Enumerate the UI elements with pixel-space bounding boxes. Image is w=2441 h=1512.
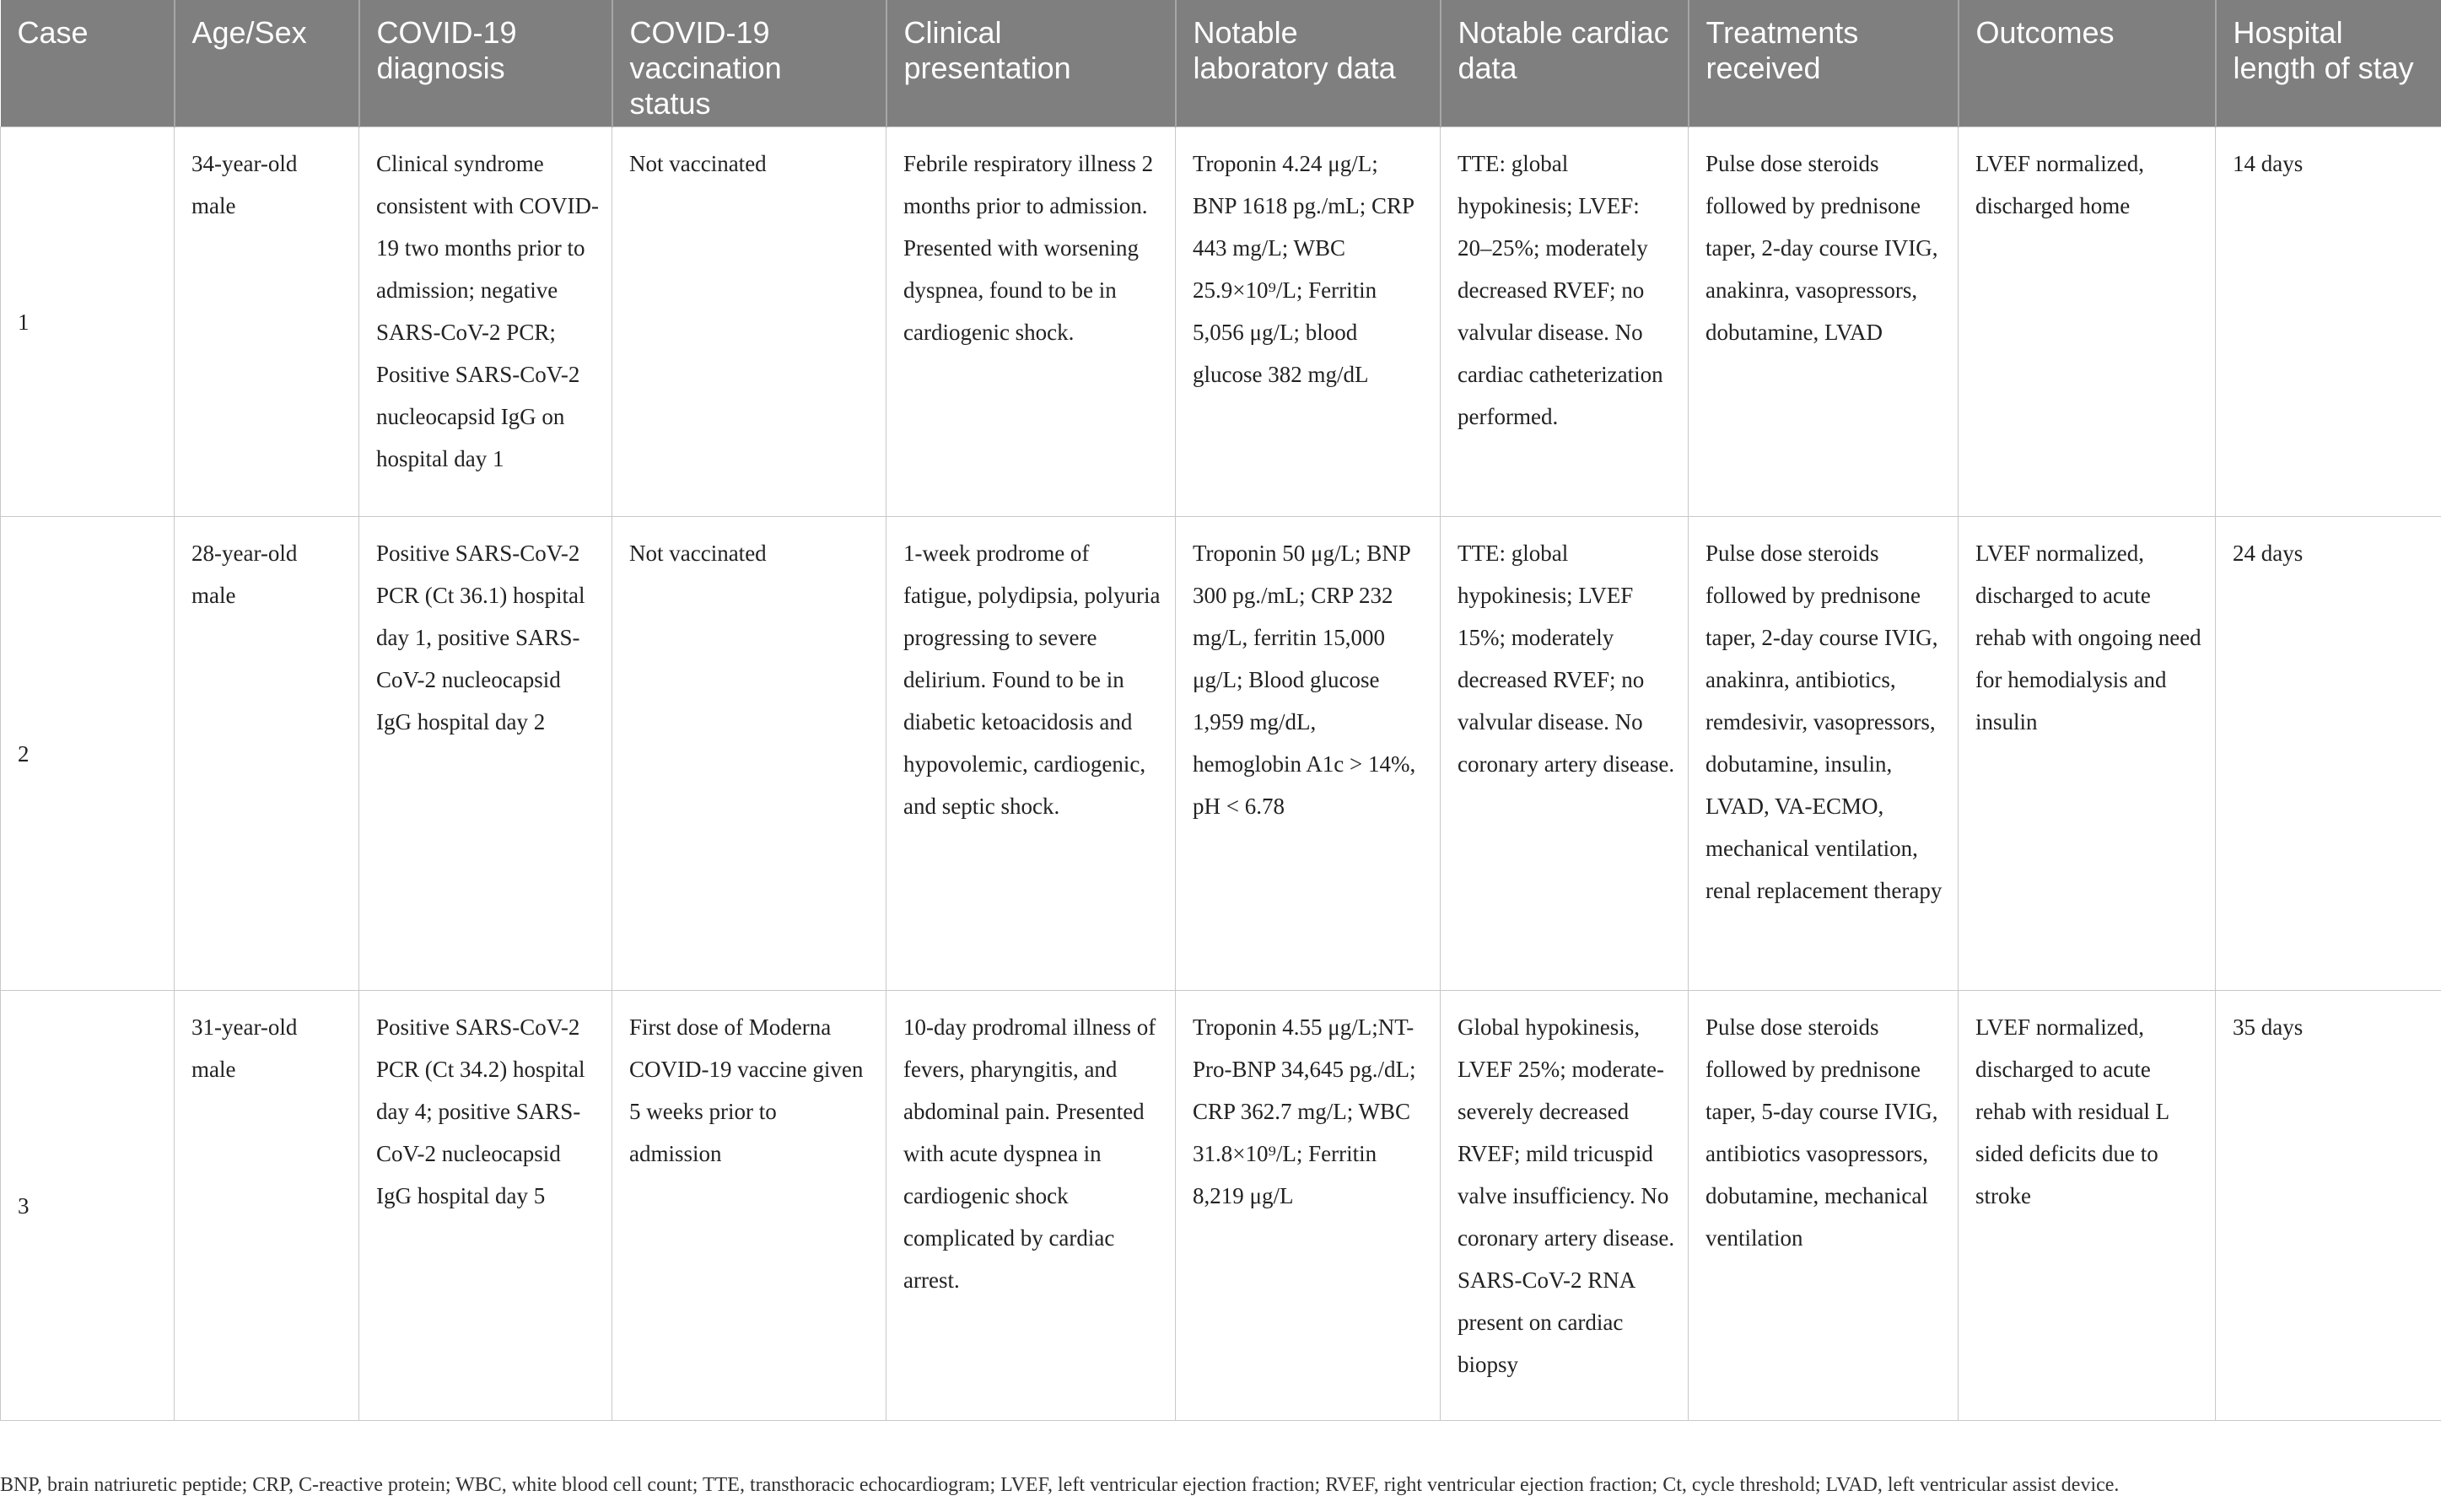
cell-vaccination: Not vaccinated (612, 127, 886, 517)
header-age-sex: Age/Sex (175, 0, 359, 127)
table-row (1, 127, 2441, 517)
cell-diagnosis: Clinical syndrome consistent with COVID-19 two months prior to admission; negative SARS-CoV-2 PCR; Positive SARS-CoV-2 nucleocapsid IgG on hospital day 1 (359, 127, 612, 517)
cell-presentation: 10-day prodromal illness of fevers, pharyngitis, and abdominal pain. Presented with acute dyspnea in cardiogenic shock complicated by cardiac arrest. (886, 991, 1176, 1421)
header-stay: Hospital length of stay (2216, 0, 2441, 127)
header-diagnosis: COVID-19 diagnosis (359, 0, 612, 127)
cell-diagnosis: Positive SARS-CoV-2 PCR (Ct 36.1) hospital day 1, positive SARS-CoV-2 nucleocapsid IgG hospital day 2 (359, 517, 612, 991)
cell-outcomes: LVEF normalized, discharged to acute rehab with ongoing need for hemodialysis and insulin (1959, 517, 2216, 991)
cell-lab: Troponin 4.55 μg/L;NT-Pro-BNP 34,645 pg./dL; CRP 362.7 mg/L; WBC 31.8×10⁹/L; Ferritin 8,219 μg/L (1176, 991, 1441, 1421)
header-cardiac: Notable cardiac data (1441, 0, 1689, 127)
cell-treatments: Pulse dose steroids followed by prednisone taper, 2-day course IVIG, anakinra, antibiotics, remdesivir, vasopressors, dobutamine, insulin, LVAD, VA-ECMO, mechanical ventilation, renal replacement therapy (1689, 517, 1959, 991)
header-treatments: Treatments received (1689, 0, 1959, 127)
cell-cardiac: TTE: global hypokinesis; LVEF: 20–25%; moderately decreased RVEF; no valvular disease. No cardiac catheterization performed. (1441, 127, 1689, 517)
cell-case: 3 (1, 991, 175, 1421)
cell-cardiac: Global hypokinesis, LVEF 25%; moderate-severely decreased RVEF; mild tricuspid valve insufficiency. No coronary artery disease. SARS-CoV-2 RNA present on cardiac biopsy (1441, 991, 1689, 1421)
cell-presentation: Febrile respiratory illness 2 months prior to admission. Presented with worsening dyspnea, found to be in cardiogenic shock. (886, 127, 1176, 517)
cell-vaccination: First dose of Moderna COVID-19 vaccine given 5 weeks prior to admission (612, 991, 886, 1421)
cell-lab: Troponin 50 μg/L; BNP 300 pg./mL; CRP 232 mg/L, ferritin 15,000 μg/L; Blood glucose 1,959 mg/dL, hemoglobin A1c > 14%, pH < 6.78 (1176, 517, 1441, 991)
header-row (1, 0, 2441, 127)
cell-outcomes: LVEF normalized, discharged to acute rehab with residual L sided deficits due to stroke (1959, 991, 2216, 1421)
cell-presentation: 1-week prodrome of fatigue, polydipsia, polyuria progressing to severe delirium. Found to be in diabetic ketoacidosis and hypovolemic, cardiogenic, and septic shock. (886, 517, 1176, 991)
cell-stay: 35 days (2216, 991, 2441, 1421)
cell-lab: Troponin 4.24 μg/L; BNP 1618 pg./mL; CRP 443 mg/L; WBC 25.9×10⁹/L; Ferritin 5,056 μg/L; blood glucose 382 mg/dL (1176, 127, 1441, 517)
header-case: Case (1, 0, 175, 127)
table-footnote: BNP, brain natriuretic peptide; CRP, C-reactive protein; WBC, white blood cell count; TTE, transthoracic echocardiogram; LVEF, left ventricular ejection fraction; RVEF, right ventricular ejection fraction; Ct, cycle threshold; LVAD, left ventricular assist device. (0, 1474, 2120, 1496)
cell-treatments: Pulse dose steroids followed by prednisone taper, 2-day course IVIG, anakinra, vasopressors, dobutamine, LVAD (1689, 127, 1959, 517)
cell-stay: 14 days (2216, 127, 2441, 517)
header-vaccination: COVID-19 vaccination status (612, 0, 886, 127)
cell-diagnosis: Positive SARS-CoV-2 PCR (Ct 34.2) hospital day 4; positive SARS-CoV-2 nucleocapsid IgG hospital day 5 (359, 991, 612, 1421)
header-outcomes: Outcomes (1959, 0, 2216, 127)
header-lab: Notable laboratory data (1176, 0, 1441, 127)
table-row (1, 517, 2441, 991)
cell-treatments: Pulse dose steroids followed by prednisone taper, 5-day course IVIG, antibiotics vasopressors, dobutamine, mechanical ventilation (1689, 991, 1959, 1421)
table-row (1, 991, 2441, 1421)
cell-cardiac: TTE: global hypokinesis; LVEF 15%; moderately decreased RVEF; no valvular disease. No coronary artery disease. (1441, 517, 1689, 991)
cell-case: 1 (1, 127, 175, 517)
cell-case: 2 (1, 517, 175, 991)
cell-stay: 24 days (2216, 517, 2441, 991)
cell-age-sex: 31-year-old male (175, 991, 359, 1421)
header-presentation: Clinical presentation (886, 0, 1176, 127)
cell-age-sex: 34-year-old male (175, 127, 359, 517)
cell-vaccination: Not vaccinated (612, 517, 886, 991)
cell-outcomes: LVEF normalized, discharged home (1959, 127, 2216, 517)
cell-age-sex: 28-year-old male (175, 517, 359, 991)
